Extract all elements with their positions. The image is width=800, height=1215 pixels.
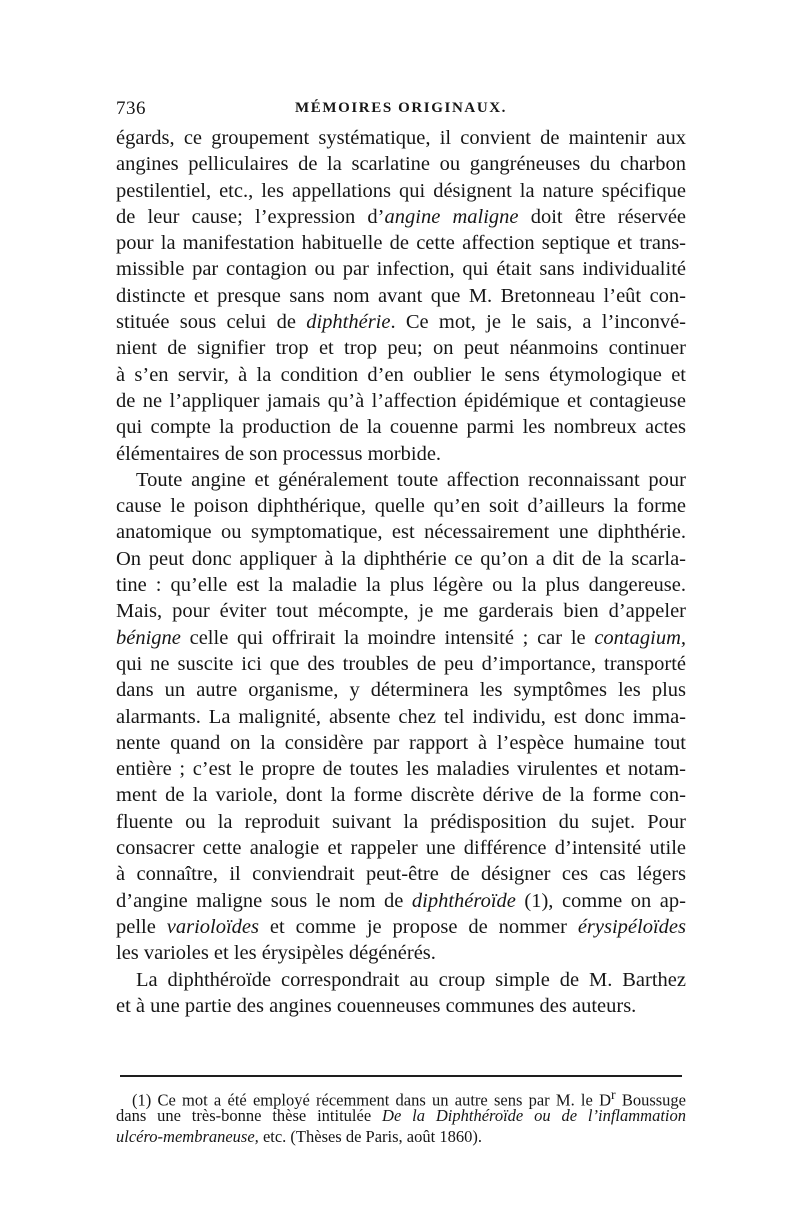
footnote-rule	[120, 1075, 682, 1077]
text-line: Mais, pour éviter tout mécompte, je me garderais bien d’appeler	[116, 600, 686, 623]
footnote	[116, 1084, 686, 1147]
text-line: à connaître, il conviendrait peut-être de désigner ces cas légers	[116, 863, 686, 886]
text-line: tine : qu’elle est la maladie la plus légère ou la plus dangereuse.	[116, 574, 686, 597]
footnote-line: (1) Ce mot a été employé récemment dans un autre sens par M. le $D^r$ Boussuge	[132, 1087, 686, 1110]
text-line: alarmants. La malignité, absente chez tel individu, est donc imma-	[116, 705, 686, 728]
text-line: et à une partie des angines couenneuses communes des auteurs.	[116, 994, 637, 1017]
text-line: d’angine maligne sous le nom de diphthéroïde (1), comme on ap-	[116, 889, 686, 912]
running-title: MÉMOIRES ORIGINAUX.	[294, 100, 508, 116]
text-line: élémentaires de son processus morbide.	[116, 442, 442, 465]
text-line: On peut donc appliquer à la diphthérie ce qu’on a dit de la scarla-	[116, 547, 686, 570]
text-line: pelle varioloïdes et comme je propose de nommer érysipéloïdes	[116, 915, 686, 938]
text-line: stituée sous celui de diphthérie. Ce mot, je le sais, a l’inconvé-	[116, 311, 687, 334]
text-line: qui ne suscite ici que des troubles de peu d’importance, transporté	[116, 652, 686, 675]
text-line: consacrer cette analogie et rappeler une différence d’intensité utile	[116, 837, 686, 860]
text-line: La diphthéroïde correspondrait au croup simple de M. Barthez	[136, 968, 686, 991]
text-line: nente quand on la considère par rapport à l’espèce humaine tout	[116, 731, 686, 754]
text-line: anatomique ou symptomatique, est nécessairement une diphthérie.	[116, 521, 686, 544]
page-number: 736	[116, 98, 146, 119]
text-line: égards, ce groupement systématique, il convient de maintenir aux	[116, 127, 686, 149]
text-line: Toute angine et généralement toute affection reconnaissant pour	[136, 468, 686, 491]
text-line: missible par contagion ou par infection, qui était sans individualité	[116, 258, 686, 281]
text-line: à s’en servir, à la condition d’en oublier le sens étymologique et	[116, 363, 686, 386]
text-line: cause le poison diphthérique, quelle qu’en soit d’ailleurs la forme	[116, 495, 686, 518]
text-line: ment de la variole, dont la forme discrète dérive de la forme con-	[116, 784, 686, 807]
text-line: entière ; c’est le propre de toutes les maladies virulentes et notam-	[116, 758, 686, 781]
text-line: de leur cause; l’expression d’angine maligne doit être réservée	[116, 205, 687, 228]
text-line: nient de signifier trop et trop peu; on peut néanmoins continuer	[116, 337, 686, 360]
text-line: pour la manifestation habituelle de cette affection septique et trans-	[116, 232, 686, 255]
text-line: angines pelliculaires de la scarlatine ou gangréneuses du charbon	[116, 153, 686, 176]
text-line: distincte et presque sans nom avant que M. Bretonneau l’eût con-	[116, 284, 686, 307]
text-line: de ne l’appliquer jamais qu’à l’affection épidémique et contagieuse	[116, 389, 686, 412]
text-line: les varioles et les érysipèles dégénérés.	[116, 942, 436, 965]
footnote-line: dans une très-bonne thèse intitulée De la Diphthéroïde ou de l’inflammation	[116, 1106, 687, 1125]
text-line: fluente ou la reproduit suivant la prédisposition du sujet. Pour	[116, 810, 686, 833]
footnote-line: ulcéro-membraneuse, etc. (Thèses de Paris, août 1860).	[116, 1127, 482, 1146]
text-line: dans un autre organisme, y déterminera les symptômes les plus	[116, 679, 686, 702]
text-line: pestilentiel, etc., les appellations qui désignent la nature spécifique	[116, 179, 686, 202]
text-line: qui compte la production de la couenne parmi les nombreux actes	[116, 416, 686, 439]
body-text	[116, 125, 686, 1019]
page-header	[116, 98, 686, 122]
text-line: bénigne celle qui offrirait la moindre intensité ; car le contagium,	[116, 626, 686, 649]
